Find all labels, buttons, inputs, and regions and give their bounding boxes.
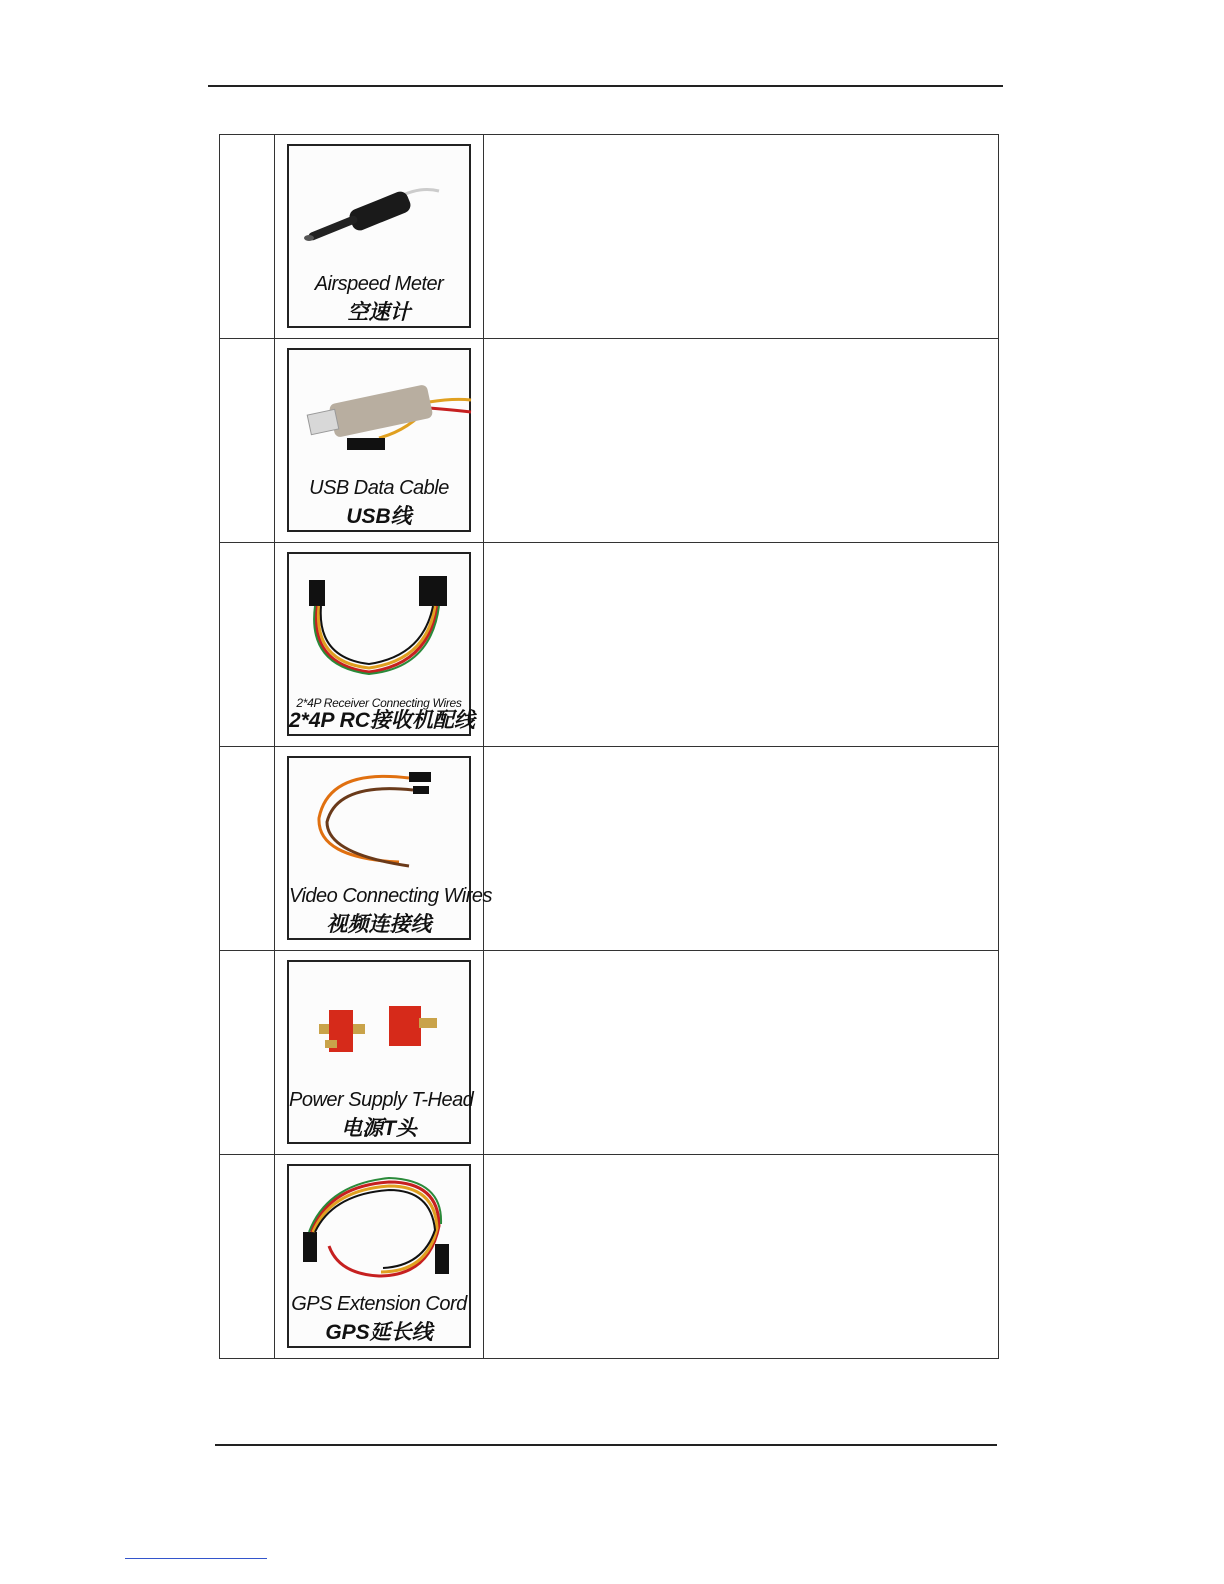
caption-zh: 视频连接线	[326, 913, 432, 936]
table-row	[220, 543, 999, 747]
video-wires-card	[287, 756, 493, 940]
description-cell	[484, 135, 999, 339]
gps-cord-photo	[289, 1166, 469, 1296]
accessories-table	[219, 134, 999, 1359]
t-plug-photo	[289, 962, 469, 1092]
image-cell	[275, 135, 484, 339]
index-cell	[220, 747, 275, 951]
airspeed-meter-card	[287, 144, 471, 328]
receiver-wires-card	[287, 552, 475, 736]
caption-zh: 空速计	[347, 301, 411, 324]
description-cell	[484, 1155, 999, 1359]
t-plug-card	[287, 960, 474, 1144]
table-row	[220, 1155, 999, 1359]
description-cell	[484, 951, 999, 1155]
table-row	[220, 339, 999, 543]
index-cell	[220, 339, 275, 543]
description-cell	[484, 543, 999, 747]
description-cell	[484, 339, 999, 543]
caption-en: USB Data Cable	[309, 477, 449, 499]
caption-zh: 2*4P RC接收机配线	[289, 709, 475, 732]
index-cell	[220, 543, 275, 747]
caption-zh: USB线	[346, 505, 412, 528]
footer-link-underline[interactable]	[125, 1558, 267, 1559]
description-cell	[484, 747, 999, 951]
gps-cord-card	[287, 1164, 471, 1348]
table-row	[220, 747, 999, 951]
image-cell	[275, 339, 484, 543]
table-row	[220, 135, 999, 339]
caption-en: Power Supply T-Head	[289, 1089, 474, 1111]
footer-rule	[215, 1444, 997, 1446]
caption-zh: GPS延长线	[325, 1321, 433, 1344]
caption-en: 2*4P Receiver Connecting Wires	[296, 696, 462, 710]
caption-zh: 电源T头	[341, 1117, 417, 1140]
table-row	[220, 951, 999, 1155]
usb-cable-photo	[289, 350, 469, 480]
caption-en: Video Connecting Wires	[289, 885, 493, 907]
index-cell	[220, 951, 275, 1155]
usb-cable-card	[287, 348, 471, 532]
header-rule	[208, 85, 1003, 87]
airspeed-meter-photo	[289, 146, 469, 276]
image-cell	[275, 747, 493, 951]
video-wires-photo	[289, 758, 469, 888]
image-cell	[275, 543, 484, 747]
image-cell	[275, 951, 484, 1155]
caption-en: Airspeed Meter	[314, 273, 444, 295]
index-cell	[220, 1155, 275, 1359]
receiver-wires-photo	[289, 554, 469, 684]
caption-en: GPS Extension Cord	[291, 1293, 467, 1315]
image-cell	[275, 1155, 484, 1359]
index-cell	[220, 135, 275, 339]
